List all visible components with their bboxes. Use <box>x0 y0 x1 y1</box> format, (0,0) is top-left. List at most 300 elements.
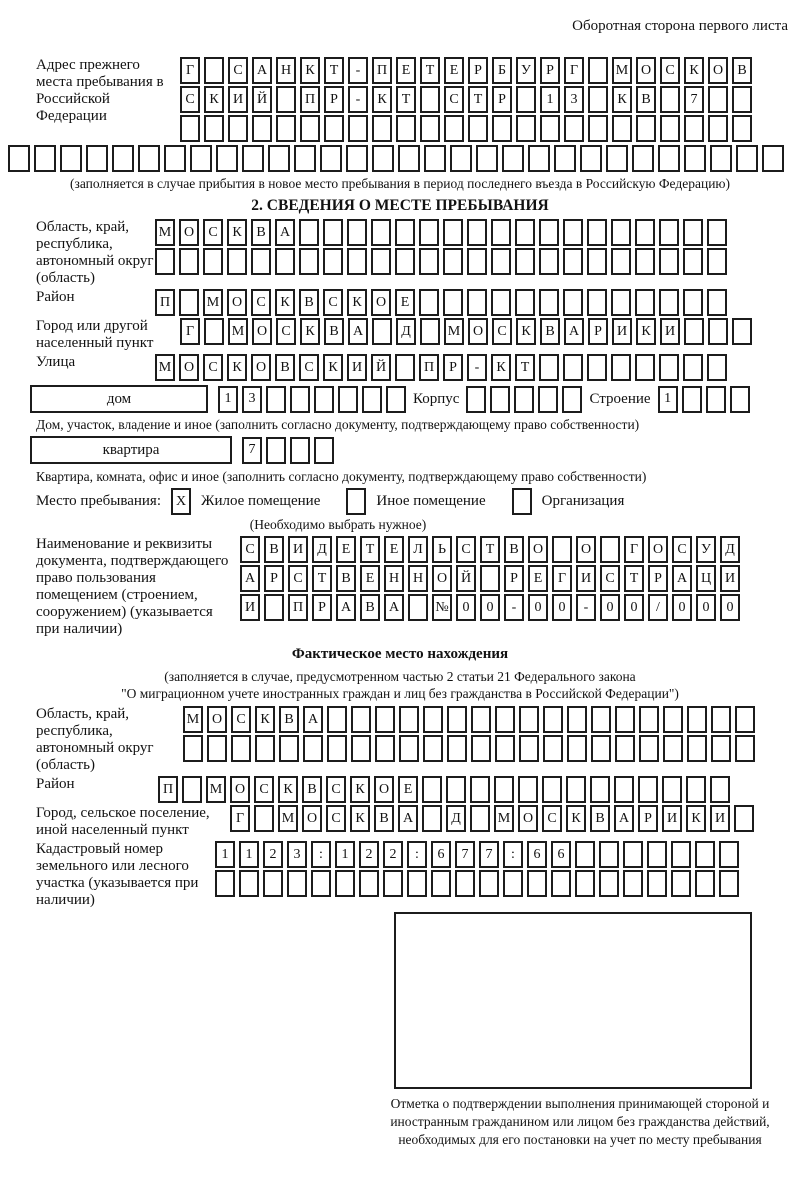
char-box <box>660 86 680 113</box>
char-box <box>242 145 264 172</box>
char-box: К <box>636 318 656 345</box>
document-row-1 <box>240 536 740 563</box>
char-box: К <box>491 354 511 381</box>
confirmation-stamp-box <box>394 912 752 1089</box>
char-box: И <box>710 805 730 832</box>
char-box: Г <box>180 57 200 84</box>
char-box: С <box>203 354 223 381</box>
char-box: С <box>254 776 274 803</box>
char-box <box>635 248 655 275</box>
char-box: С <box>542 805 562 832</box>
char-box <box>294 145 316 172</box>
ulitsa-row <box>155 354 727 381</box>
char-box <box>684 145 706 172</box>
char-box <box>466 386 486 413</box>
document-rows <box>240 536 740 621</box>
char-box: 1 <box>335 841 355 868</box>
char-box: Е <box>384 536 404 563</box>
stamp-caption: Отметка о подтверждении выполнения принимающей стороной и иностранным гражданином или лицом без гражданства действий, необходимых для его постановки на учет по месту пребывания <box>390 1096 770 1147</box>
char-box <box>183 735 203 762</box>
char-box <box>323 248 343 275</box>
char-box: А <box>614 805 634 832</box>
char-box <box>276 86 296 113</box>
char-box <box>407 870 427 897</box>
document-field <box>8 536 792 638</box>
char-box: С <box>180 86 200 113</box>
char-box <box>528 145 550 172</box>
gorod-row <box>180 318 752 345</box>
char-box <box>204 318 224 345</box>
char-box <box>527 870 547 897</box>
char-box: 0 <box>528 594 548 621</box>
char-box: С <box>326 776 346 803</box>
char-box: К <box>300 318 320 345</box>
char-box: К <box>612 86 632 113</box>
oblast-row-1 <box>155 219 727 246</box>
char-box: О <box>576 536 596 563</box>
prev-address-caption: (заполняется в случае прибытия в новое место пребывания в период последнего въезда в Российскую Федерацию) <box>69 176 731 191</box>
char-box <box>266 386 286 413</box>
char-box <box>180 115 200 142</box>
mesto-label: Место пребывания: <box>36 493 161 509</box>
char-box <box>275 248 295 275</box>
char-box <box>611 354 631 381</box>
char-box: С <box>600 565 620 592</box>
char-box <box>614 776 634 803</box>
char-box <box>203 248 223 275</box>
kvartira-caption: Квартира, комната, офис и иное (заполнить согласно документу, подтверждающему право собственности) <box>36 469 647 484</box>
char-box <box>86 145 108 172</box>
char-box <box>112 145 134 172</box>
char-box <box>686 776 706 803</box>
char-box: Е <box>396 57 416 84</box>
ulitsa-field <box>8 354 792 381</box>
char-box <box>514 386 534 413</box>
section2-title: 2. СВЕДЕНИЯ О МЕСТЕ ПРЕБЫВАНИЯ <box>251 197 549 214</box>
char-box: О <box>648 536 668 563</box>
char-box: К <box>323 354 343 381</box>
char-box <box>591 706 611 733</box>
char-box: Р <box>264 565 284 592</box>
char-box <box>422 776 442 803</box>
char-box <box>708 115 728 142</box>
char-box <box>204 115 224 142</box>
char-box: П <box>288 594 308 621</box>
char-box: 1 <box>540 86 560 113</box>
char-box <box>335 870 355 897</box>
fact-caption-line1: (заполняется в случае, предусмотренном частью 2 статьи 21 Федерального закона <box>164 669 636 684</box>
char-box <box>396 115 416 142</box>
char-box: Е <box>360 565 380 592</box>
char-box <box>732 86 752 113</box>
char-box <box>599 870 619 897</box>
char-box: С <box>251 289 271 316</box>
char-box <box>447 706 467 733</box>
char-box: К <box>684 57 704 84</box>
char-box: К <box>227 354 247 381</box>
char-box <box>371 248 391 275</box>
oblast-field <box>8 219 792 287</box>
char-box <box>539 248 559 275</box>
char-box <box>639 735 659 762</box>
ulitsa-label: Улица <box>36 354 76 370</box>
char-box: К <box>566 805 586 832</box>
char-box <box>251 248 271 275</box>
char-box <box>471 706 491 733</box>
char-box: С <box>660 57 680 84</box>
char-box: Д <box>396 318 416 345</box>
fact-raion-row <box>158 776 730 803</box>
char-box <box>515 219 535 246</box>
char-box: 7 <box>242 437 262 464</box>
char-box <box>395 248 415 275</box>
char-box: С <box>228 57 248 84</box>
char-box: К <box>350 776 370 803</box>
char-box <box>320 145 342 172</box>
char-box <box>587 289 607 316</box>
prev-address-extra-row <box>8 145 792 172</box>
char-box <box>346 145 368 172</box>
char-box <box>588 115 608 142</box>
char-box: 7 <box>455 841 475 868</box>
char-box <box>659 219 679 246</box>
char-box <box>563 248 583 275</box>
char-box <box>179 289 199 316</box>
char-box <box>359 870 379 897</box>
char-box: М <box>203 289 223 316</box>
char-box: О <box>230 776 250 803</box>
char-box <box>711 706 731 733</box>
char-box: Д <box>312 536 332 563</box>
char-box <box>663 735 683 762</box>
char-box: О <box>227 289 247 316</box>
char-box <box>182 776 202 803</box>
char-box: 3 <box>287 841 307 868</box>
char-box <box>707 289 727 316</box>
char-box: К <box>516 318 536 345</box>
char-box: 0 <box>720 594 740 621</box>
char-box: Г <box>180 318 200 345</box>
fact-raion-label: Район <box>36 776 75 792</box>
char-box <box>314 437 334 464</box>
char-box: Р <box>468 57 488 84</box>
char-box: - <box>504 594 524 621</box>
char-box: 0 <box>624 594 644 621</box>
char-box <box>762 145 784 172</box>
char-box <box>707 219 727 246</box>
option-label-zhiloe: Жилое помещение <box>201 493 321 509</box>
char-box <box>431 870 451 897</box>
char-box: С <box>203 219 223 246</box>
char-box <box>502 145 524 172</box>
char-box: П <box>300 86 320 113</box>
char-box: М <box>155 219 175 246</box>
char-box: В <box>251 219 271 246</box>
char-box: 6 <box>527 841 547 868</box>
char-box <box>695 841 715 868</box>
char-box <box>443 289 463 316</box>
char-box <box>575 841 595 868</box>
char-box: О <box>302 805 322 832</box>
char-box: А <box>252 57 272 84</box>
char-box: Р <box>588 318 608 345</box>
char-box: - <box>348 86 368 113</box>
char-box: О <box>636 57 656 84</box>
char-box <box>399 735 419 762</box>
kvartira-number-row <box>242 437 334 464</box>
raion-field <box>8 289 792 316</box>
char-box: Т <box>480 536 500 563</box>
char-box <box>351 735 371 762</box>
char-box: 1 <box>658 386 678 413</box>
char-box <box>707 354 727 381</box>
char-box: В <box>324 318 344 345</box>
char-box <box>254 805 274 832</box>
char-box: Е <box>444 57 464 84</box>
char-box: О <box>179 354 199 381</box>
char-box: Р <box>443 354 463 381</box>
char-box <box>606 145 628 172</box>
korpus-row <box>466 386 582 413</box>
char-box <box>518 776 538 803</box>
char-box <box>443 219 463 246</box>
char-box: И <box>240 594 260 621</box>
char-box: Т <box>468 86 488 113</box>
char-box: А <box>303 706 323 733</box>
char-box <box>424 145 446 172</box>
char-box <box>612 115 632 142</box>
char-box: С <box>288 565 308 592</box>
char-box <box>207 735 227 762</box>
char-box: Г <box>230 805 250 832</box>
page-side-note: Оборотная сторона первого листа <box>572 18 788 34</box>
char-box <box>590 776 610 803</box>
char-box: Е <box>336 536 356 563</box>
char-box <box>423 735 443 762</box>
fact-oblast-row-1 <box>183 706 755 733</box>
char-box <box>287 870 307 897</box>
char-box <box>563 219 583 246</box>
fact-caption-line2: "О миграционном учете иностранных граждан и лиц без гражданства в Российской Федерации") <box>121 686 679 701</box>
char-box <box>299 248 319 275</box>
char-box <box>375 706 395 733</box>
char-box <box>138 145 160 172</box>
option-label-organizatsiya: Организация <box>541 493 625 509</box>
char-box: С <box>231 706 251 733</box>
char-box: О <box>528 536 548 563</box>
char-box <box>710 776 730 803</box>
char-box: Г <box>564 57 584 84</box>
char-box: С <box>672 536 692 563</box>
fact-oblast-row-2 <box>183 735 755 762</box>
char-box <box>659 248 679 275</box>
char-box: С <box>323 289 343 316</box>
char-box <box>539 289 559 316</box>
char-box <box>279 735 299 762</box>
char-box: О <box>708 57 728 84</box>
char-box: 0 <box>696 594 716 621</box>
char-box <box>455 870 475 897</box>
char-box <box>492 115 512 142</box>
prev-address-rows <box>180 57 752 142</box>
char-box: К <box>347 289 367 316</box>
char-box <box>710 145 732 172</box>
char-box <box>539 354 559 381</box>
char-box <box>399 706 419 733</box>
char-box <box>730 386 750 413</box>
char-box <box>552 536 572 563</box>
char-box <box>491 248 511 275</box>
char-box: Р <box>648 565 668 592</box>
char-box <box>263 870 283 897</box>
char-box <box>662 776 682 803</box>
char-box <box>563 289 583 316</box>
char-box <box>252 115 272 142</box>
char-box <box>303 735 323 762</box>
char-box: О <box>207 706 227 733</box>
char-box <box>623 841 643 868</box>
char-box <box>567 735 587 762</box>
kvartira-box: квартира <box>30 436 232 464</box>
char-box: К <box>350 805 370 832</box>
char-box <box>567 706 587 733</box>
char-box: П <box>155 289 175 316</box>
char-box <box>491 289 511 316</box>
document-row-2 <box>240 565 740 592</box>
gorod-label: Город или другой населенный пункт <box>36 318 154 351</box>
char-box: В <box>590 805 610 832</box>
char-box: В <box>302 776 322 803</box>
char-box <box>447 735 467 762</box>
char-box: У <box>516 57 536 84</box>
char-box: В <box>540 318 560 345</box>
char-box: Г <box>552 565 572 592</box>
char-box: Р <box>324 86 344 113</box>
char-box: Р <box>312 594 332 621</box>
char-box: 0 <box>480 594 500 621</box>
char-box: - <box>467 354 487 381</box>
char-box <box>255 735 275 762</box>
char-box <box>599 841 619 868</box>
kadastr-row-2 <box>215 870 739 897</box>
char-box <box>659 289 679 316</box>
raion-label: Район <box>36 289 75 305</box>
char-box: Т <box>312 565 332 592</box>
char-box <box>264 594 284 621</box>
fact-oblast-field <box>8 706 792 774</box>
char-box <box>695 870 715 897</box>
char-box <box>324 115 344 142</box>
char-box: Й <box>456 565 476 592</box>
char-box <box>266 437 286 464</box>
char-box <box>660 115 680 142</box>
oblast-rows <box>155 219 727 275</box>
char-box <box>351 706 371 733</box>
char-box <box>671 870 691 897</box>
char-box: Д <box>446 805 466 832</box>
char-box <box>179 248 199 275</box>
char-box: С <box>276 318 296 345</box>
char-box: П <box>372 57 392 84</box>
char-box <box>362 386 382 413</box>
char-box: И <box>612 318 632 345</box>
char-box: / <box>648 594 668 621</box>
char-box: А <box>398 805 418 832</box>
kvartira-line <box>30 436 792 464</box>
char-box <box>635 289 655 316</box>
char-box <box>639 706 659 733</box>
char-box <box>268 145 290 172</box>
char-box: К <box>227 219 247 246</box>
char-box <box>372 115 392 142</box>
checkbox-zhiloe-pomeshchenie: X <box>171 488 191 515</box>
char-box: 0 <box>456 594 476 621</box>
prev-address-row-3 <box>180 115 752 142</box>
kadastr-row-1 <box>215 841 739 868</box>
prev-address-row-2 <box>180 86 752 113</box>
stroenie-row <box>658 386 750 413</box>
raion-row <box>155 289 727 316</box>
char-box <box>542 776 562 803</box>
char-box <box>311 870 331 897</box>
char-box: Й <box>371 354 391 381</box>
char-box: О <box>468 318 488 345</box>
char-box: 1 <box>215 841 235 868</box>
char-box <box>420 318 440 345</box>
char-box <box>736 145 758 172</box>
char-box <box>706 386 726 413</box>
char-box <box>615 735 635 762</box>
char-box: Т <box>396 86 416 113</box>
char-box: О <box>518 805 538 832</box>
char-box: М <box>612 57 632 84</box>
char-box: Е <box>395 289 415 316</box>
char-box: : <box>407 841 427 868</box>
char-box: А <box>564 318 584 345</box>
char-box: 1 <box>239 841 259 868</box>
char-box: П <box>419 354 439 381</box>
char-box <box>591 735 611 762</box>
char-box: Д <box>720 536 740 563</box>
prev-address-field <box>8 57 792 142</box>
char-box <box>575 870 595 897</box>
char-box: О <box>371 289 391 316</box>
char-box: М <box>183 706 203 733</box>
char-box <box>719 870 739 897</box>
char-box <box>503 870 523 897</box>
char-box: В <box>360 594 380 621</box>
char-box <box>490 386 510 413</box>
char-box: Б <box>492 57 512 84</box>
char-box <box>519 706 539 733</box>
char-box <box>228 115 248 142</box>
char-box <box>300 115 320 142</box>
char-box: 2 <box>263 841 283 868</box>
char-box: В <box>636 86 656 113</box>
char-box <box>347 219 367 246</box>
char-box <box>735 735 755 762</box>
char-box <box>638 776 658 803</box>
char-box <box>375 735 395 762</box>
char-box: Й <box>252 86 272 113</box>
char-box <box>516 115 536 142</box>
char-box <box>468 115 488 142</box>
char-box <box>470 805 490 832</box>
char-box: С <box>326 805 346 832</box>
char-box: О <box>252 318 272 345</box>
oblast-row-2 <box>155 248 727 275</box>
fact-raion-field <box>8 776 792 803</box>
